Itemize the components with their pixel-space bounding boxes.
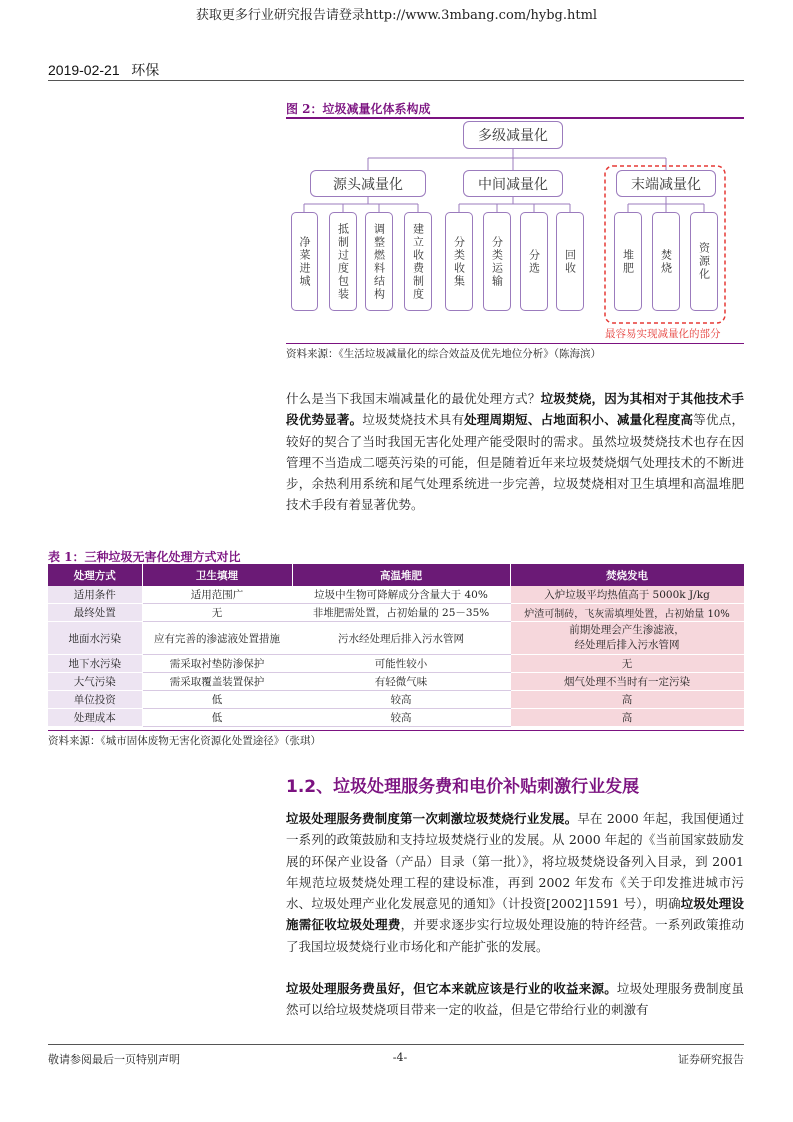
figure-source-rule (286, 343, 744, 344)
table-cell: 可能性较小 (292, 655, 510, 673)
footer-disclaimer: 敬请参阅最后一页特别声明 (48, 1053, 180, 1066)
bold-span: 垃圾处理设施需征收垃圾处理费 (286, 896, 744, 933)
text-span: 等优点，较好的契合了当时我国无害化处理产能受限时的需求。虽然垃圾焚烧技术也存在因管理不当造成二噁英污染的可能，但是随着近年来垃圾焚烧烟气处理技术的不断进步，余热利用系统和尾气处理系统进一步完善，垃圾焚烧相对卫生填埋和高温堆肥技术手段有着显著优势。 (286, 412, 744, 513)
table-cell: 低 (142, 709, 292, 727)
table-cell: 需采取衬垫防渗保护 (142, 655, 292, 673)
table-cell: 适用范围广 (142, 586, 292, 604)
body-paragraph (286, 978, 744, 1021)
bold-span: 垃圾处理服务费制度第一次刺激垃圾焚烧行业发展。 (286, 811, 578, 826)
group-node-source: 源头减量化 (310, 170, 426, 197)
download-banner: 获取更多行业研究报告请登录http://www.3mbang.com/hybg.html (195, 8, 598, 23)
body-paragraph (286, 808, 744, 957)
table-cell: 无 (142, 604, 292, 622)
table-cell: 最终处置 (48, 604, 142, 622)
column-header: 焚烧发电 (510, 564, 744, 586)
column-header: 处理方式 (48, 564, 142, 586)
table-row (48, 691, 744, 709)
header-divider (48, 80, 744, 81)
bold-span: 垃圾处理服务费虽好，但它本来就应该是行业的收益来源。 (286, 981, 617, 996)
report-header (48, 60, 159, 80)
table-cell: 地下水污染 (48, 655, 142, 673)
table-row (48, 655, 744, 673)
group-node-middle: 中间减量化 (463, 170, 563, 197)
table-cell: 前期处理会产生渗滤液， 经处理后排入污水管网 (510, 622, 744, 655)
table-cell: 污水经处理后排入污水管网 (292, 622, 510, 655)
report-industry: 环保 (131, 62, 160, 78)
table-source: 资料来源：《城市固体废物无害化资源化处置途径》（张琪） (48, 735, 321, 747)
text-span: 垃圾焚烧技术具有 (362, 412, 465, 428)
leaf-node: 净菜进城 (291, 212, 318, 311)
table-cell: 有轻微气味 (292, 673, 510, 691)
leaf-node: 抵制过度包装 (329, 212, 357, 311)
group-node-end: 末端减量化 (616, 170, 716, 197)
footer-divider (48, 1044, 744, 1045)
table-cell: 大气污染 (48, 673, 142, 691)
table-cell: 需采取覆盖装置保护 (142, 673, 292, 691)
table-title: 表 1：三种垃圾无害化处理方式对比 (48, 550, 241, 564)
leaf-node: 调整燃料结构 (365, 212, 393, 311)
table-row (48, 622, 744, 655)
table-cell: 入炉垃圾平均热值高于 5000k J/kg (510, 586, 744, 604)
table-row (48, 586, 744, 604)
bold-span: 垃圾焚烧，因为其相对于其他技术手段优势显著。 (286, 391, 744, 428)
text-span: 什么是当下我国末端减量化的最优处理方式？ (286, 391, 541, 406)
table-cell: 低 (142, 691, 292, 709)
leaf-node: 分类运输 (483, 212, 511, 311)
body-paragraph (286, 388, 744, 516)
table-cell: 炉渣可制砖，飞灰需填埋处置，占初始量 10% (510, 604, 744, 622)
table-cell: 应有完善的渗滤液处置措施 (142, 622, 292, 655)
leaf-node: 焚烧 (652, 212, 680, 311)
table-row (48, 709, 744, 727)
figure-source: 资料来源：《生活垃圾减量化的综合效益及优先地位分析》（陈海滨） (286, 348, 601, 360)
leaf-node: 堆肥 (614, 212, 642, 311)
text-span: ，并要求逐步实行垃圾处理设施的特许经营。一系列政策推动了我国垃圾焚烧行业市场化和产能扩张的发展。 (286, 917, 744, 954)
leaf-node: 建立收费制度 (404, 212, 432, 311)
report-date: 2019-02-21 (48, 62, 120, 78)
table-cell: 单位投资 (48, 691, 142, 709)
table-cell: 高 (510, 691, 744, 709)
page-number: -4- (392, 1051, 408, 1064)
table-cell: 适用条件 (48, 586, 142, 604)
figure-title: 图 2：垃圾减量化体系构成 (286, 102, 431, 116)
table-cell: 高 (510, 709, 744, 727)
table-cell: 烟气处理不当时有一定污染 (510, 673, 744, 691)
table-row (48, 673, 744, 691)
text-span: 垃圾处理服务费制度虽然可以给垃圾焚烧项目带来一定的收益，但是它带给行业的刺激有 (286, 981, 744, 1018)
root-node-box: 多级减量化 (463, 121, 563, 149)
table-header-row (48, 564, 744, 586)
comparison-table (48, 564, 745, 727)
table-cell: 较高 (292, 709, 510, 727)
highlight-note: 最容易实现减量化的部分 (605, 328, 721, 340)
table-cell: 处理成本 (48, 709, 142, 727)
leaf-node: 分选 (520, 212, 548, 311)
section-heading: 1.2、垃圾处理服务费和电价补贴刺激行业发展 (286, 777, 640, 797)
footer-report-type: 证券研究报告 (678, 1053, 744, 1066)
column-header: 卫生填埋 (142, 564, 292, 586)
text-span: 早在 2000 年起，我国便通过一系列的政策鼓励和支持垃圾焚烧行业的发展。从 2000 年起的《当前国家鼓励发展的环保产业设备（产品）目录（第一批）》，将垃圾焚烧设备列入目录，到 2001 年规范垃圾焚烧处理工程的建设标准，再到 2002 年发布《关于印发推进城市污水、垃圾处理产业化发展意见的通知》（计投资[2002]1591 号），明确 (286, 811, 744, 912)
table-cell: 较高 (292, 691, 510, 709)
table-cell: 非堆肥需处置，占初始量的 25－35% (292, 604, 510, 622)
table-cell: 地面水污染 (48, 622, 142, 655)
leaf-node: 分类收集 (445, 212, 473, 311)
bold-span: 处理周期短、占地面积小、减量化程度高 (464, 412, 694, 428)
table-cell: 垃圾中生物可降解成分含量大于 40% (292, 586, 510, 604)
table-row (48, 604, 744, 622)
column-header: 高温堆肥 (292, 564, 510, 586)
table-source-rule (48, 730, 744, 731)
leaf-node: 回收 (556, 212, 584, 311)
leaf-node: 资源化 (690, 212, 718, 311)
table-cell: 无 (510, 655, 744, 673)
